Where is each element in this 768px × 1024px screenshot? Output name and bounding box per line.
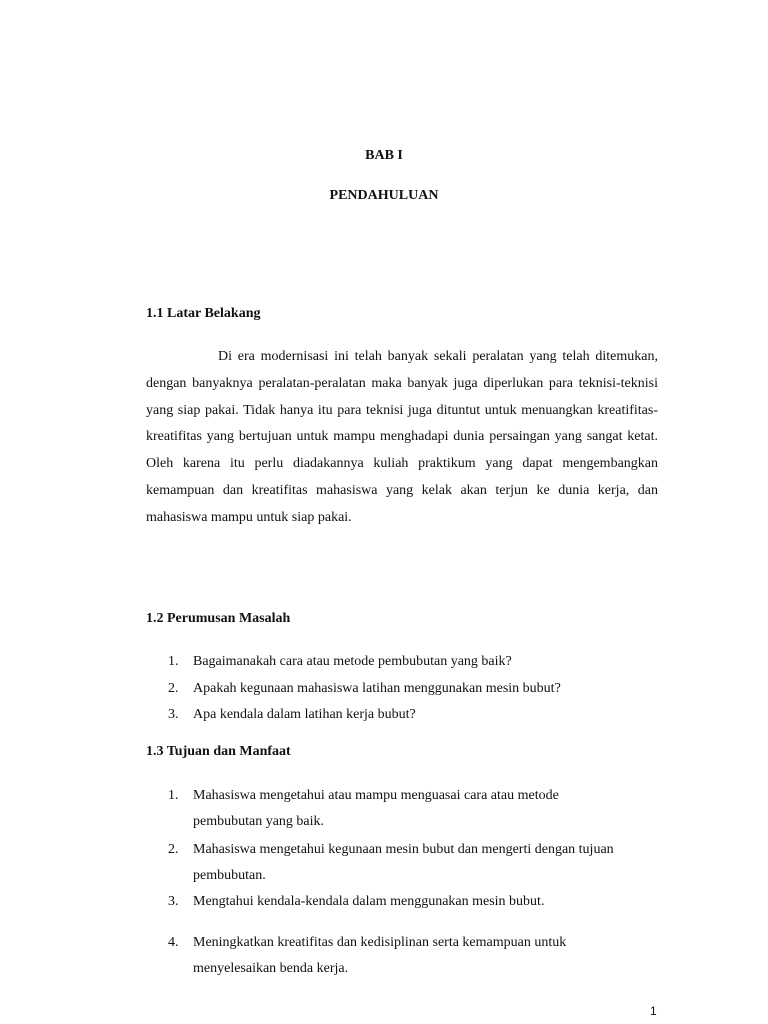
- list-number: 2.: [168, 680, 179, 696]
- list-text-line: pembubutan yang baik.: [193, 814, 325, 829]
- list-item: [146, 702, 666, 729]
- list-number: 1.: [168, 654, 179, 669]
- page-number: 1: [650, 1004, 657, 1018]
- list-item: [146, 676, 666, 703]
- list-text-line: Mahasiswa mengetahui atau mampu menguasai cara atau metode: [193, 788, 559, 803]
- list-text: [193, 783, 663, 835]
- chapter-title: PENDAHULUAN: [329, 188, 439, 203]
- section-title-tujuan-manfaat: 1.3 Tujuan dan Manfaat: [146, 744, 291, 759]
- list-number: 4.: [168, 935, 179, 950]
- list-text-line: menyelesaikan benda kerja.: [193, 961, 349, 976]
- list-text: Apa kendala dalam latihan kerja bubut?: [193, 707, 416, 722]
- list-text: [193, 930, 663, 982]
- list-number: 3.: [168, 894, 179, 909]
- list-number: 3.: [168, 707, 179, 722]
- problem-list: [146, 649, 666, 729]
- chapter-label: BAB I: [365, 148, 403, 163]
- section-title-perumusan-masalah: 1.2 Perumusan Masalah: [146, 611, 291, 626]
- list-number: 2.: [168, 842, 179, 857]
- section-title-latar-belakang: 1.1 Latar Belakang: [146, 306, 261, 321]
- list-text-line: pembubutan.: [193, 868, 266, 883]
- list-text-line: Meningkatkan kreatifitas dan kedisiplinan serta kemampuan untuk: [193, 935, 567, 950]
- list-text: Bagaimanakah cara atau metode pembubutan yang baik?: [193, 654, 512, 669]
- list-text: [193, 889, 663, 915]
- list-text: [193, 837, 663, 889]
- background-paragraph: Di era modernisasi ini telah banyak sekali peralatan yang telah ditemukan, dengan banyaknya peralatan-peralatan maka banyak juga diperlukan para teknisi-teknisi yang siap pakai. Tidak hanya itu para teknisi juga dituntut untuk menuangkan kreatifitas-kreatifitas yang bertujuan untuk mampu menghadapi dunia persaingan yang sangat ketat. Oleh karena itu perlu diadakannya kuliah praktikum yang dapat mengembangkan kemampuan dan kreatifitas mahasiswa yang kelak akan terjun ke dunia kerja, dan mahasiswa mampu untuk siap pakai.: [146, 349, 658, 525]
- list-text: Apakah kegunaan mahasiswa latihan menggunakan mesin bubut?: [193, 680, 561, 696]
- list-text-line: Mengtahui kendala-kendala dalam menggunakan mesin bubut.: [193, 894, 545, 909]
- list-item: [146, 649, 666, 676]
- list-number: 1.: [168, 788, 179, 803]
- list-text-line: Mahasiswa mengetahui kegunaan mesin bubut dan mengerti dengan tujuan: [193, 842, 614, 857]
